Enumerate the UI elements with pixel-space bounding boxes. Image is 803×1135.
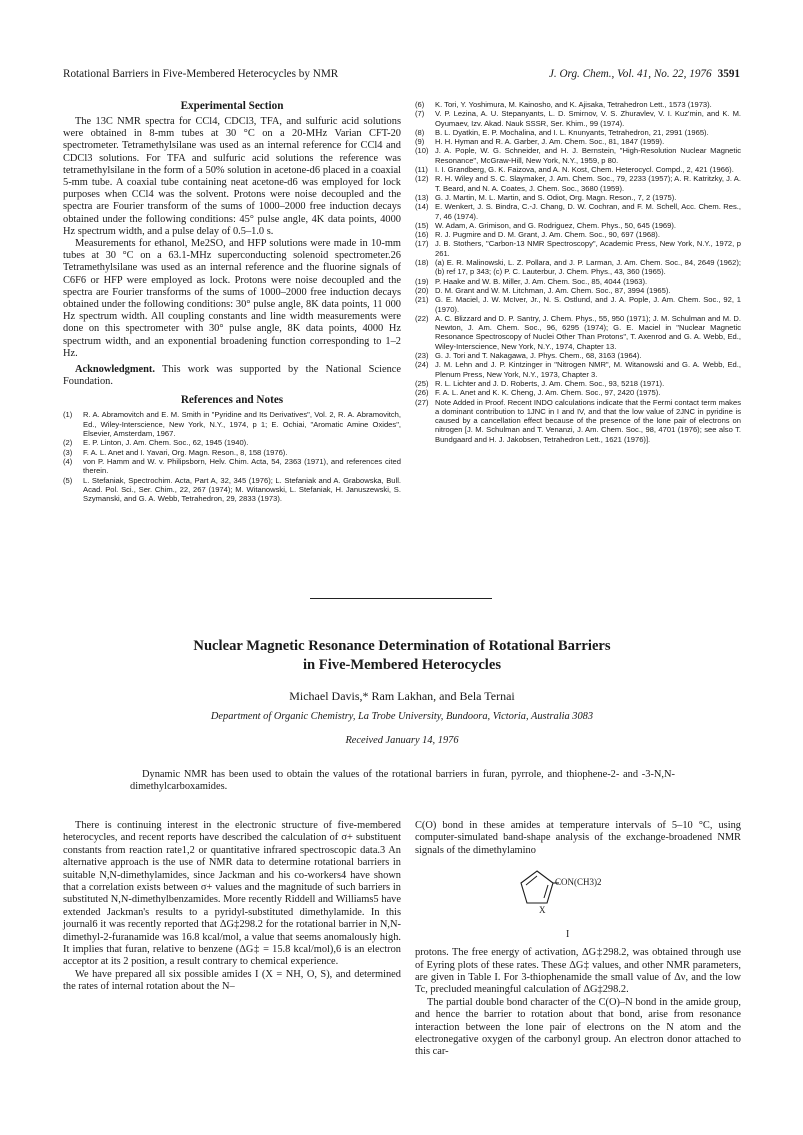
reference-item: (12) R. H. Wiley and S. C. Slaymaker, J. Am. Chem. Soc., 79, 2233 (1957); A. R. Katritzky, J. A. T. Beard, and N. A. Coates, J. Chem. Soc., 3680 (1959).	[415, 174, 741, 193]
reference-item: (9) H. H. Hyman and R. A. Garber, J. Am. Chem. Soc., 81, 1847 (1959).	[415, 137, 665, 147]
article-title	[63, 637, 741, 675]
acknowledgment	[63, 364, 401, 388]
received-date: Received January 14, 1976	[345, 735, 459, 746]
reference-item: (1) R. A. Abramovitch and E. M. Smith in "Pyridine and Its Derivatives", Vol. 2, R. A. Abramovitch, Ed., Wiley-Interscience, New York, N.Y., 1974, p 1; E. Ochiai, "Aromatic Amine Oxides", Elsevier, Amsterdam, 1967.	[63, 410, 401, 439]
reference-item: (8) B. L. Dyatkin, E. P. Mochalina, and I. L. Knunyants, Tetrahedron, 21, 2991 (1965).	[415, 127, 709, 137]
journal-name: J. Org. Chem., Vol. 41, No. 22, 1976	[548, 68, 712, 80]
reference-item: (19) P. Haake and W. B. Miller, J. Am. Chem. Soc., 85, 4044 (1963).	[415, 276, 648, 286]
reference-item: (25) R. L. Lichter and J. D. Roberts, J. Am. Chem. Soc., 93, 5218 (1971).	[415, 378, 665, 388]
reference-item: (20) D. M. Grant and W. M. Litchman, J. Am. Chem. Soc., 87, 3994 (1965).	[415, 285, 671, 295]
reference-item: (5) L. Stefaniak, Spectrochim. Acta, Part A, 32, 345 (1976); L. Stefaniak and A. Grabowska, Bull. Acad. Pol. Sci., Ser. Chim., 22, 267 (1974); M. Witanowski, L. Stefaniak, H. Januszewski, S. Szymanski, and G. A. Webb, Tetrahedron, 29, 2833 (1973).	[63, 475, 401, 504]
structure-substituent: CON(CH3)2	[555, 877, 602, 888]
structure-heteroatom: X	[539, 905, 546, 916]
reference-item: (2) E. P. Linton, J. Am. Chem. Soc., 62, 1945 (1940).	[63, 438, 249, 448]
running-header	[63, 68, 740, 84]
reference-item: (15) W. Adam, A. Grimison, and G. Rodriguez, Chem. Phys., 50, 645 (1969).	[415, 220, 677, 230]
reference-item: (4) von P. Hamm and W. v. Philipsborn, Helv. Chim. Acta, 54, 2363 (1971), and references cited therein.	[63, 456, 401, 476]
reference-item: (13) G. J. Martin, M. L. Martin, and S. Odiot, Org. Magn. Reson., 7, 2 (1975).	[415, 192, 677, 202]
body-paragraph: protons. The free energy of activation, ΔG‡298.2, was obtained through use of Eyring plots of these rates. These ΔG‡ values, and other NMR parameters, are given in Table I. For 3-thiophenamide the small value of Δν, and the low Tc, precluded meaningful calculation of ΔG‡298.2.	[415, 947, 741, 996]
reference-item: (23) G. J. Tori and T. Nakagawa, J. Phys. Chem., 68, 3163 (1964).	[415, 351, 642, 361]
reference-item: (26) F. A. L. Anet and K. K. Cheng, J. Am. Chem. Soc., 97, 2420 (1975).	[415, 388, 661, 398]
references-list-left	[63, 410, 401, 503]
reference-item: (17) J. B. Stothers, "Carbon-13 NMR Spectroscopy", Academic Press, New York, N.Y., 1972, p 261.	[415, 239, 741, 258]
right-column-body	[415, 820, 741, 1059]
reference-item: (3) F. A. L. Anet and I. Yavari, Org. Magn. Reson., 8, 158 (1976).	[63, 447, 288, 457]
left-column-upper	[63, 100, 401, 503]
experimental-paragraph: The 13C NMR spectra for CCl4, CDCl3, TFA, and sulfuric acid solutions were obtained in 8-mm tubes at 30 °C on a 20-MHz Varian CFT-20 spectrometer. Tetramethylsilane was used as an internal reference for CCl4 and CDCl3 solutions. For TFA and sulfuric acid solutions the reference was tetramethylsilane in the form of a 50% solution in acetone-d6 placed in a coaxial 5-mm tube. A coaxial tube containing neat acetone-d6 was employed for lock purposes when CCl4 was the solvent. Protons were noise decoupled and the spectra are Fourier transform of the sums of 1000–2000 free induction decays obtained under the following conditions: 45° pulse angle, 4K data points, 4000 Hz spectrum width, and a pulse delay of 0.5–1.0 s.	[63, 116, 401, 237]
affiliation: Department of Organic Chemistry, La Trobe University, Bundoora, Victoria, Australia 3083	[210, 711, 594, 722]
reference-item: (7) V. P. Lezina, A. U. Stepanyants, L. D. Smirnov, V. S. Zhuravlev, V. I. Kuz'min, and K. M. Oyumaev, Izv. Akad. Nauk SSSR, Ser. Khim., 99 (1974).	[415, 109, 741, 128]
reference-item: (22) A. C. Blizzard and D. P. Santry, J. Chem. Phys., 55, 950 (1971); J. M. Schulman and M. D. Newton, J. Am. Chem. Soc., 96, 6295 (1974); G. E. Maciel in "Nuclear Magnetic Resonance Spectroscopy of Nuclei Other Than Protons", T. Axenrod and G. A. Webb, Ed., Wiley-Interscience, New York, N.Y., 1974, Chapter 13.	[415, 313, 741, 351]
reference-item: (11) I. I. Grandberg, G. K. Faizova, and A. N. Kost, Chem. Heterocycl. Compd., 2, 421 (1966).	[415, 165, 734, 175]
reference-item: (10) J. A. Pople, W. G. Schneider, and H. J. Bernstein, "High-Resolution Nuclear Magnetic Resonance", McGraw-Hill, New York, N.Y., 1959, p 80.	[415, 146, 741, 165]
references-heading: References and Notes	[180, 394, 284, 407]
chemical-structure	[415, 865, 741, 943]
heterocycle-ring-drawing	[515, 865, 559, 921]
acknowledgment-text: This work was supported by the National Science Foundation.	[63, 364, 401, 388]
journal-citation	[549, 68, 740, 80]
reference-item: (18) (a) E. R. Malinowski, L. Z. Pollara, and J. P. Larman, J. Am. Chem. Soc., 84, 2649 (1962); (b) ref 17, p 343; (c) P. C. Lauterbur, J. Chem. Phys., 43, 360 (1965).	[415, 258, 741, 277]
body-paragraph: C(O) bond in these amides at temperature intervals of 5–10 °C, using computer-simulated band-shape analysis of the exchange-broadened NMR signals of the dimethylamino	[415, 820, 741, 856]
reference-item: (21) G. E. Maciel, J. W. McIver, Jr., N. S. Ostlund, and J. A. Pople, J. Am. Chem. Soc., 92, 1 (1970).	[415, 295, 741, 314]
body-paragraph: We have prepared all six possible amides I (X = NH, O, S), and determined the rates of internal rotation about the N–	[63, 968, 401, 993]
left-column-body	[63, 820, 401, 994]
reference-item: (6) K. Tori, Y. Yoshimura, M. Kainosho, and K. Ajisaka, Tetrahedron Lett., 1573 (1973).	[415, 100, 712, 109]
section-divider	[310, 598, 492, 599]
reference-item: (16) R. J. Pugmire and D. M. Grant, J. Am. Chem. Soc., 90, 697 (1968).	[415, 230, 660, 240]
body-paragraph: The partial double bond character of the C(O)–N bond in the amide group, and hence the barrier to rotation about that bond, arise from resonance interaction between the lone pair of electrons on the N atom and the electronegative oxygen of the carbonyl group. An electron donor attached to this car-	[415, 996, 741, 1058]
reference-item: (27) Note Added in Proof. Recent INDO calculations indicate that the Fermi contact term makes a dominant contribution to 1JNC in I and IV, and that the low value of 2JNC in pyridine is caused by a cancellation effect because of the presence of the lone pair of electrons on nitrogen [J. M. Schulman and T. Venanzi, J. Am. Chem. Soc., 98, 4701 (1976); see also T. Bundgaard and H. J. Jakobsen, Tetrahedron Lett., 1621 (1976)].	[415, 397, 741, 444]
acknowledgment-label: Acknowledgment.	[75, 364, 155, 376]
reference-item: (14) E. Wenkert, J. S. Bindra, C.-J. Chang, D. W. Cochran, and F. M. Schell, Acc. Chem. Res., 7, 46 (1974).	[415, 202, 741, 221]
authors: Michael Davis,* Ram Lakhan, and Bela Ternai	[289, 689, 515, 703]
right-column-upper	[415, 100, 741, 444]
experimental-paragraph: Measurements for ethanol, Me2SO, and HFP solutions were made in 10-mm tubes at 30 °C on a 63.1-MHz superconducting solenoid spectrometer.26 Tetramethylsilane was used as an internal reference and the fluorine signals of C6F6 or HFP were employed as lock. Protons were noise decoupled and the spectra are Fourier transforms of the sums of 1000–2000 free induction decays obtained under the following conditions: 30° pulse angle, 8K data points, 11 000 Hz spectrum width. All coupling constants and line width measurements were done on this spectrometer with 30° pulse angle, 8K data points, 4000 Hz spectrum width, and an exponential broadening function corresponding to 1–2 Hz.	[63, 238, 401, 359]
references-list-right	[415, 100, 741, 444]
running-title: Rotational Barriers in Five-Membered Heterocycles by NMR	[63, 68, 339, 80]
structure-label: I	[566, 929, 570, 941]
experimental-heading: Experimental Section	[180, 100, 284, 112]
reference-item: (24) J. M. Lehn and J. P. Kintzinger in "Nitrogen NMR", M. Witanowski and G. A. Webb, Ed., Plenum Press, New York, N.Y., 1973, Chapter 3.	[415, 360, 741, 379]
body-paragraph: There is continuing interest in the electronic structure of five-membered heterocycles, and recent reports have described the calculation of σ+ substituent constants from reaction rate1,2 or quantitative infrared spectroscopic data.3 An alternative approach is the use of NMR data to determine rotational barriers in suitable N,N-dimethylamides, since Jackman and his co-workers4 have shown that a correlation exists between σ+ values and the magnitude of such barriers in substituted N,N-dimethylbenzamides. More recently Riddell and Williams5 have extended Jackman's results to a pyridyl-substituted dimethylamide. In this journal6 it was recently reported that ΔG‡298.2 for the rotational barrier in N,N-dimethyl-2-furanamide was 16.8 kcal/mol, a value that seems anomalously high. It implies that furan, relative to benzene (ΔG‡ = 15.8 kcal/mol),6 is an electron acceptor at its 2 position, a result contrary to chemical experience.	[63, 820, 401, 968]
page-number: 3591	[717, 68, 740, 80]
title-line: in Five-Membered Heterocycles	[302, 657, 502, 673]
title-line: Nuclear Magnetic Resonance Determination of Rotational Barriers	[193, 638, 611, 654]
abstract: Dynamic NMR has been used to obtain the values of the rotational barriers in furan, pyrrole, and thiophene-2- and -3-N,N-dimethylcarboxamides.	[130, 769, 675, 793]
